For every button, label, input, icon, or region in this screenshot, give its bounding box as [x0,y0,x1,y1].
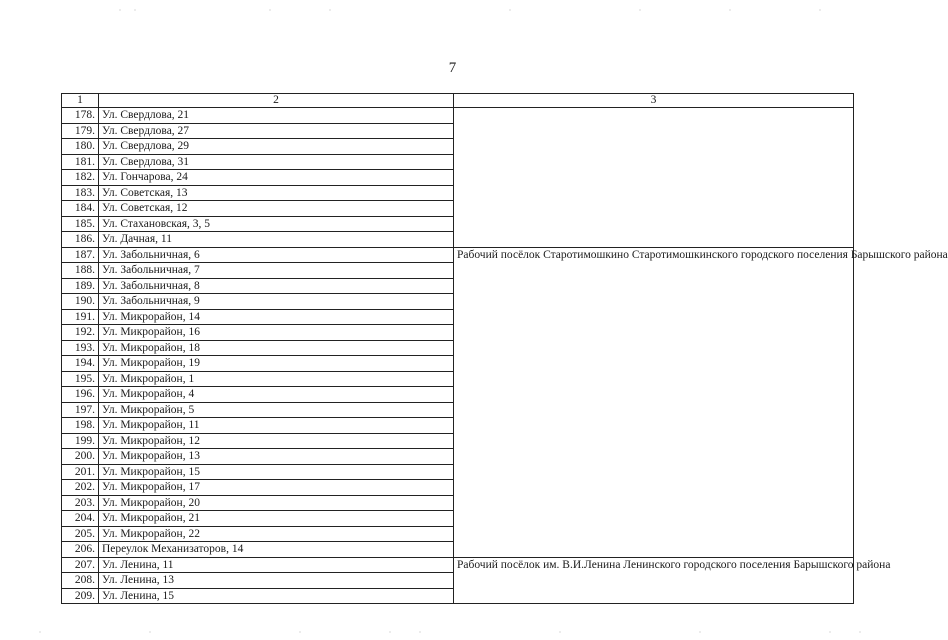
row-number: 184. [62,201,99,217]
row-address: Ул. Забольничная, 6 [99,247,454,263]
row-address: Ул. Советская, 13 [99,185,454,201]
page-number: 7 [448,60,457,76]
row-address: Ул. Микрорайон, 17 [99,480,454,496]
row-number: 180. [62,139,99,155]
row-address: Ул. Микрорайон, 5 [99,402,454,418]
row-address: Ул. Свердлова, 29 [99,139,454,155]
row-number: 189. [62,278,99,294]
row-number: 200. [62,449,99,465]
column-header-address: 2 [99,94,454,108]
row-number: 188. [62,263,99,279]
settlement-cell [454,108,854,248]
row-number: 207. [62,557,99,573]
row-address: Ул. Микрорайон, 15 [99,464,454,480]
row-number: 192. [62,325,99,341]
row-number: 179. [62,123,99,139]
row-number: 202. [62,480,99,496]
row-number: 194. [62,356,99,372]
row-address: Ул. Гончарова, 24 [99,170,454,186]
row-address: Ул. Ленина, 11 [99,557,454,573]
table-row [62,247,854,263]
row-number: 195. [62,371,99,387]
row-address: Ул. Свердлова, 27 [99,123,454,139]
row-number: 182. [62,170,99,186]
settlement-cell: Рабочий посёлок им. В.И.Ленина Ленинского городского поселения Барышского района [454,557,854,604]
table-body [62,108,948,604]
column-header-location: 3 [454,94,854,108]
row-number: 181. [62,154,99,170]
row-number: 208. [62,573,99,589]
row-address: Ул. Ленина, 15 [99,588,454,604]
row-address: Ул. Микрорайон, 1 [99,371,454,387]
row-number: 178. [62,108,99,124]
row-address: Ул. Микрорайон, 18 [99,340,454,356]
row-address: Ул. Ленина, 13 [99,573,454,589]
row-address: Ул. Микрорайон, 13 [99,449,454,465]
row-number: 183. [62,185,99,201]
row-address: Ул. Микрорайон, 12 [99,433,454,449]
table-row [62,557,854,573]
row-number: 201. [62,464,99,480]
scan-noise-top [0,8,905,12]
settlement-cell: Рабочий посёлок Старотимошкино Старотимошкинского городского поселения Барышского района [454,247,854,557]
row-address: Ул. Свердлова, 21 [99,108,454,124]
row-number: 209. [62,588,99,604]
row-address: Ул. Микрорайон, 4 [99,387,454,403]
row-number: 191. [62,309,99,325]
address-table [61,93,948,604]
row-address: Ул. Забольничная, 9 [99,294,454,310]
row-address: Ул. Микрорайон, 20 [99,495,454,511]
row-address: Ул. Микрорайон, 21 [99,511,454,527]
table-row [62,108,854,124]
header-row [62,94,854,108]
row-number: 187. [62,247,99,263]
row-number: 196. [62,387,99,403]
row-address: Ул. Микрорайон, 14 [99,309,454,325]
row-address: Ул. Забольничная, 8 [99,278,454,294]
row-number: 186. [62,232,99,248]
row-address: Ул. Стахановская, 3, 5 [99,216,454,232]
row-number: 204. [62,511,99,527]
row-number: 205. [62,526,99,542]
row-number: 199. [62,433,99,449]
row-number: 190. [62,294,99,310]
row-address: Ул. Микрорайон, 11 [99,418,454,434]
row-address: Ул. Микрорайон, 22 [99,526,454,542]
row-number: 203. [62,495,99,511]
row-address: Переулок Механизаторов, 14 [99,542,454,558]
row-number: 198. [62,418,99,434]
row-address: Ул. Микрорайон, 16 [99,325,454,341]
row-number: 197. [62,402,99,418]
row-number: 193. [62,340,99,356]
row-address: Ул. Советская, 12 [99,201,454,217]
row-address: Ул. Свердлова, 31 [99,154,454,170]
row-address: Ул. Забольничная, 7 [99,263,454,279]
row-address: Ул. Микрорайон, 19 [99,356,454,372]
row-address: Ул. Дачная, 11 [99,232,454,248]
row-number: 185. [62,216,99,232]
column-header-number: 1 [62,94,99,108]
scan-noise-bottom [0,630,905,634]
row-number: 206. [62,542,99,558]
